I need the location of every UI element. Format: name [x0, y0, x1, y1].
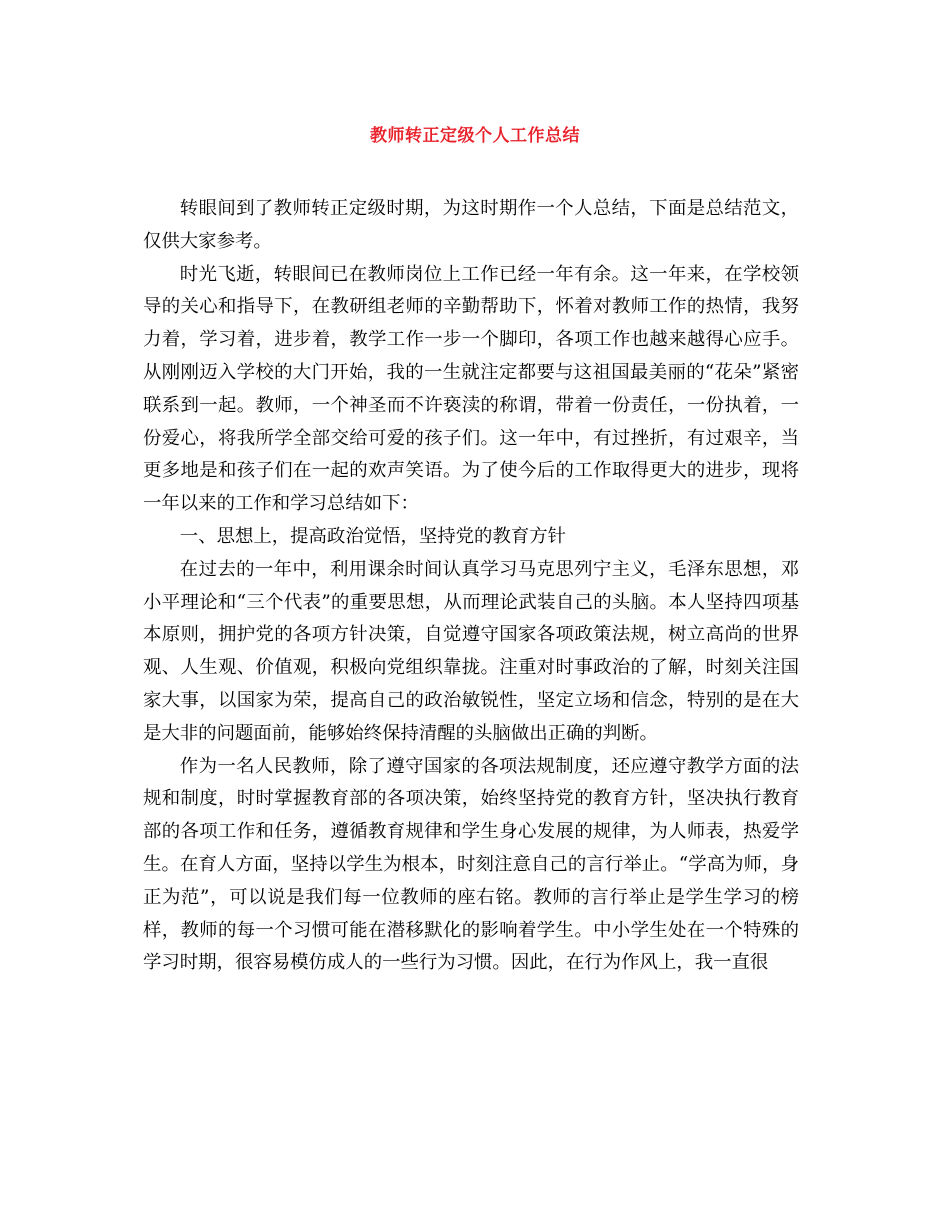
paragraph-intro: 转眼间到了教师转正定级时期，为这时期作一个人总结，下面是总结范文，仅供大家参考。: [143, 198, 799, 252]
document-body: [143, 193, 799, 980]
paragraph-overview: 时光飞逝，转眼间已在教师岗位上工作已经一年有余。这一年来，在学校领导的关心和指导下，在教研组老师的辛勤帮助下，怀着对教师工作的热情，我努力着，学习着，进步着，教学工作一步一个脚印，各项工作也越来越得心应手。从刚刚迈入学校的大门开始，我的一生就注定都要与这祖国最美丽的“花朵”紧密联系到一起。教师，一个神圣而不许亵渎的称谓，带着一份责任，一份执着，一份爱心，将我所学全部交给可爱的孩子们。这一年中，有过挫折，有过艰辛，当更多地是和孩子们在一起的欢声笑语。为了使今后的工作取得更大的进步，现将一年以来的工作和学习总结如下：: [143, 263, 799, 515]
paragraph-teacher-conduct: 作为一名人民教师，除了遵守国家的各项法规制度，还应遵守教学方面的法规和制度，时时掌握教育部的各项决策，始终坚持党的教育方针，坚决执行教育部的各项工作和任务，遵循教育规律和学生身心发展的规律，为人师表，热爱学生。在育人方面，坚持以学生为根本，时刻注意自己的言行举止。“学高为师，身正为范”，可以说是我们每一位教师的座右铭。教师的言行举止是学生学习的榜样，教师的每一个习惯可能在潜移默化的影响着学生。中小学生处在一个特殊的学习时期，很容易模仿成人的一些行为习惯。因此，在行为作风上，我一直很: [143, 755, 799, 974]
paragraph-political-study: 在过去的一年中，利用课余时间认真学习马克思列宁主义，毛泽东思想，邓小平理论和“三个代表”的重要思想，从而理论武装自己的头脑。本人坚持四项基本原则，拥护党的各项方针决策，自觉遵守国家各项政策法规，树立高尚的世界观、人生观、价值观，积极向党组织靠拢。注重对时事政治的了解，时刻关注国家大事，以国家为荣，提高自己的政治敏锐性，坚定立场和信念，特别的是在大是大非的问题面前，能够始终保持清醒的头脑做出正确的判断。: [143, 558, 799, 744]
section-heading-1: 一、思想上，提高政治觉悟，坚持党的教育方针: [179, 525, 567, 547]
document-title: 教师转正定级个人工作总结: [370, 126, 580, 146]
